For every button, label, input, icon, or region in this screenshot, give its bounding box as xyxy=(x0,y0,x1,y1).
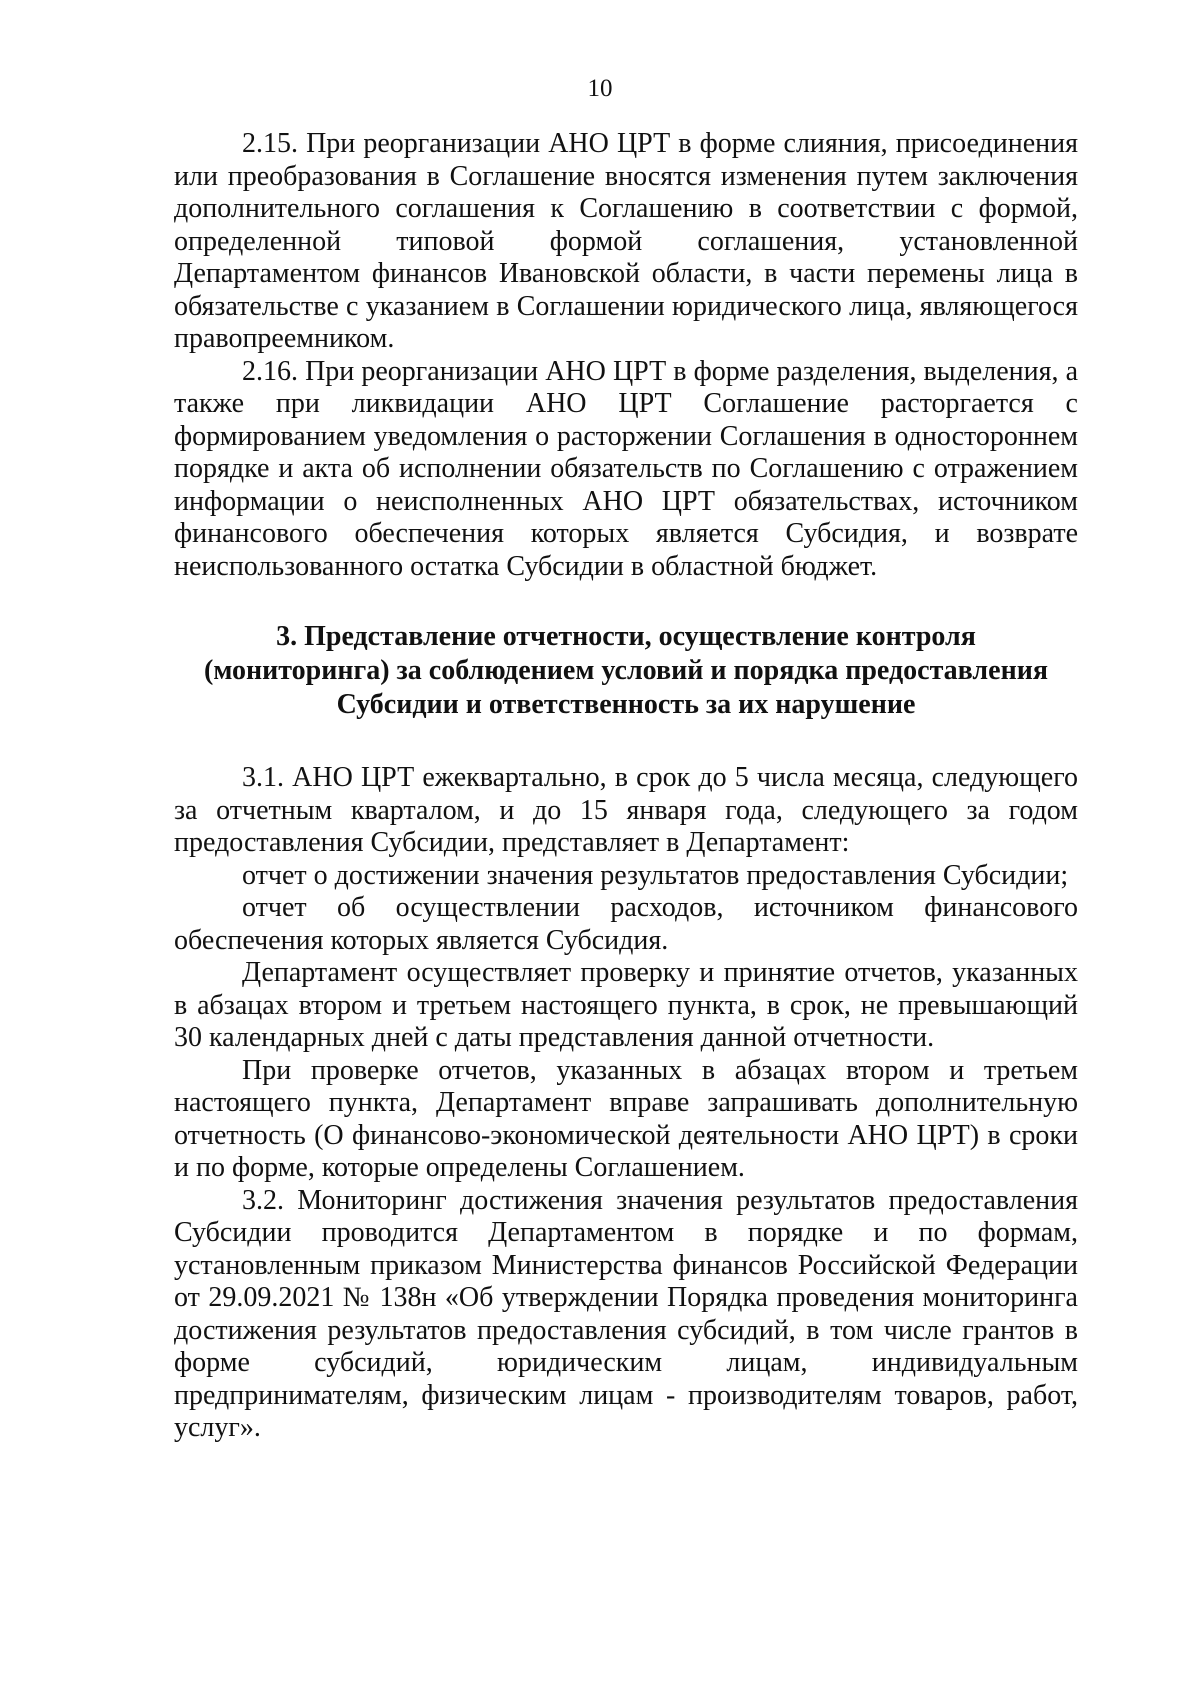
paragraph-3-2: 3.2. Мониторинг достижения значения результатов предоставления Субсидии проводится Департаментом в порядке и по формам, установленным приказом Министерства финансов Российской Федерации от 29.09.2021 № 138н «Об утверждении Порядка проведения мониторинга достижения результатов предоставления субсидий, в том числе грантов в форме субсидий, юридическим лицам, индивидуальным предпринимателям, физическим лицам - производителям товаров, работ, услуг». xyxy=(174,1184,1078,1443)
section-3-heading xyxy=(174,620,1078,722)
paragraph-3-1-report-expenses: отчет об осуществлении расходов, источником финансового обеспечения которых является Субсидия. xyxy=(174,892,1078,956)
document-body xyxy=(174,128,1078,1445)
paragraph-2-15: 2.15. При реорганизации АНО ЦРТ в форме слияния, присоединения или преобразования в Соглашение вносятся изменения путем заключения дополнительного соглашения к Соглашению в соответствии с формой, определенной типовой формой соглашения, установленной Департаментом финансов Ивановской области, в части перемены лица в обязательстве с указанием в Соглашении юридического лица, являющегося правопреемником. xyxy=(174,128,1078,354)
spacer xyxy=(174,583,1078,620)
section-3-heading-line-3: Субсидии и ответственность за их нарушение xyxy=(336,689,916,720)
spacer xyxy=(174,722,1078,762)
paragraph-3-1-review: Департамент осуществляет проверку и принятие отчетов, указанных в абзацах втором и третьем настоящего пункта, в срок, не превышающий 30 календарных дней с даты представления данной отчетности. xyxy=(174,957,1078,1053)
section-3-heading-line-2: (мониторинга) за соблюдением условий и порядка предоставления xyxy=(204,655,1048,686)
section-3-heading-line-1: 3. Представление отчетности, осуществление контроля xyxy=(276,621,976,652)
paragraph-2-16: 2.16. При реорганизации АНО ЦРТ в форме разделения, выделения, а также при ликвидации АНО ЦРТ Соглашение расторгается с формированием уведомления о расторжении Соглашения в одностороннем порядке и акта об исполнении обязательств по Соглашению с отражением информации о неисполненных АНО ЦРТ обязательствах, источником финансового обеспечения которых является Субсидия, и возврате неиспользованного остатка Субсидии в областной бюджет. xyxy=(174,355,1078,582)
page-number: 10 xyxy=(587,75,613,102)
paragraph-3-1: 3.1. АНО ЦРТ ежеквартально, в срок до 5 числа месяца, следующего за отчетным кварталом, и до 15 января года, следующего за годом предоставления Субсидии, представляет в Департамент: xyxy=(174,762,1078,858)
paragraph-3-1-additional: При проверке отчетов, указанных в абзацах втором и третьем настоящего пункта, Департамент вправе запрашивать дополнительную отчетность (О финансово-экономической деятельности АНО ЦРТ) в сроки и по форме, которые определены Соглашением. xyxy=(174,1054,1078,1183)
paragraph-3-1-report-results: отчет о достижении значения результатов предоставления Субсидии; xyxy=(242,859,1069,891)
